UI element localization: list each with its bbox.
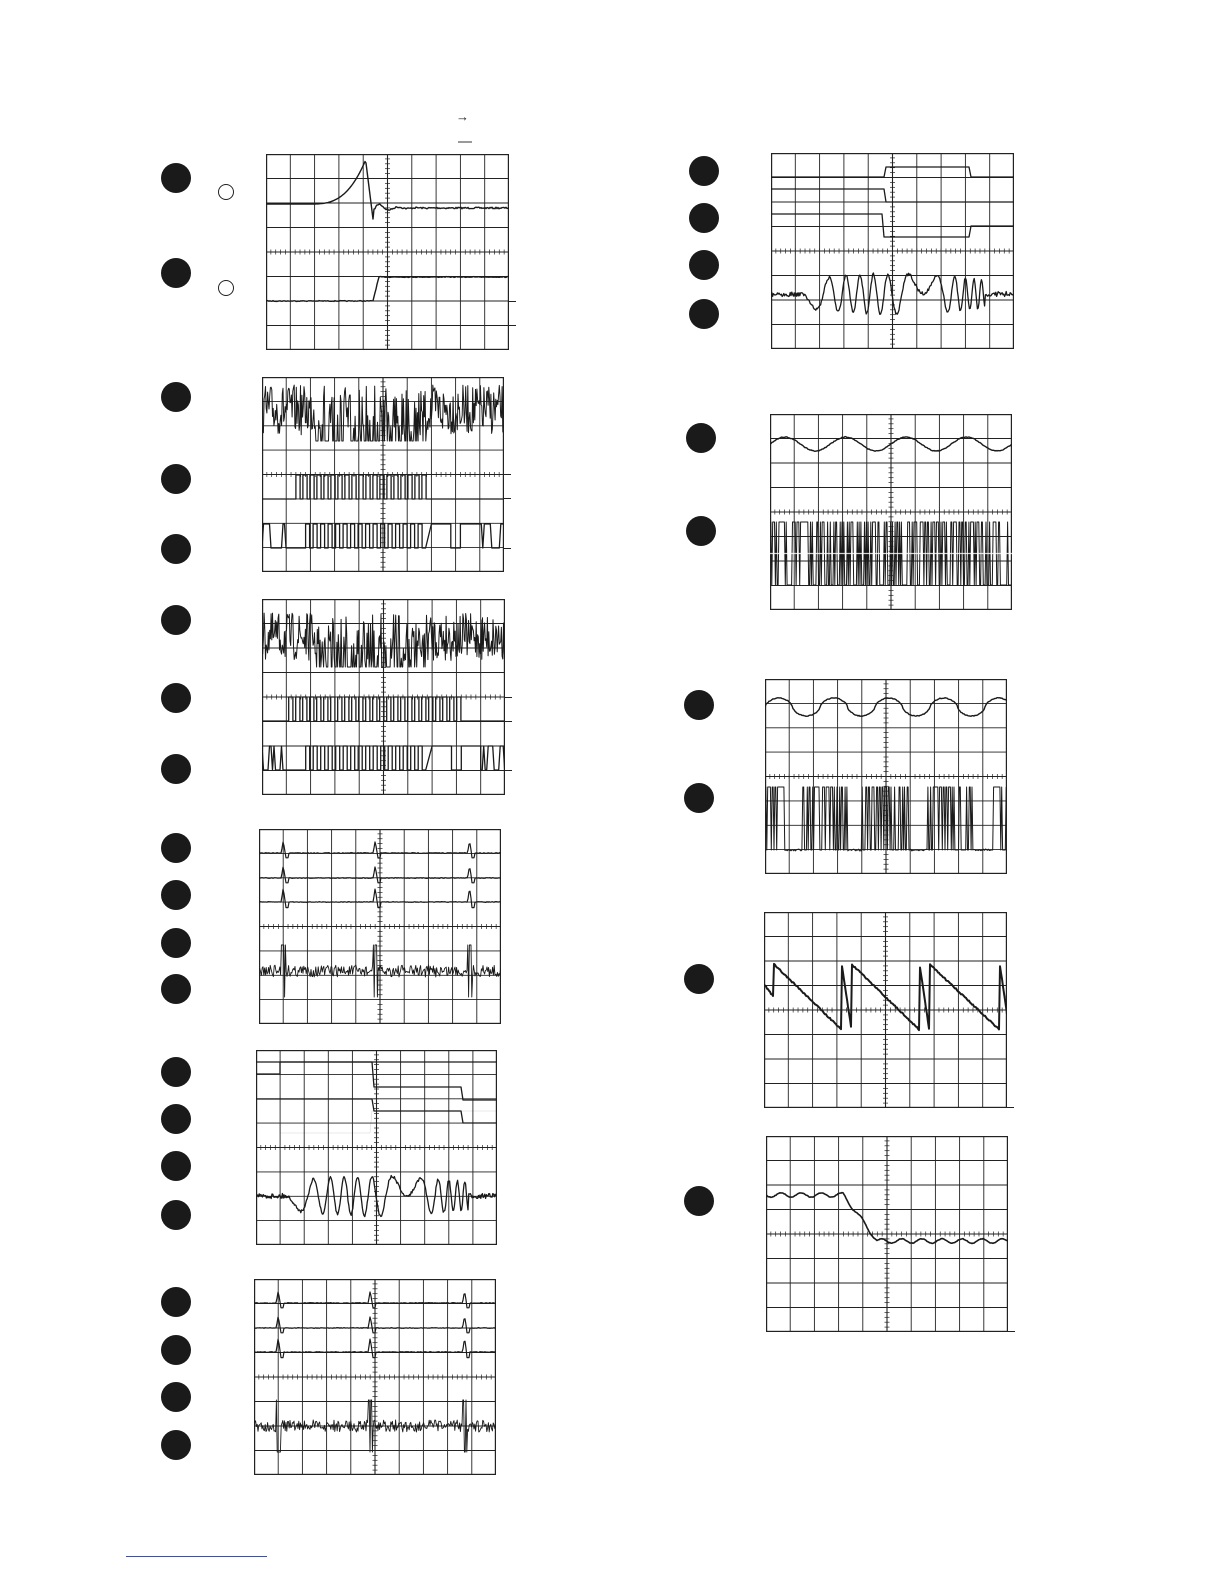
channel-marker (161, 1382, 191, 1412)
oscilloscope-screen (771, 153, 1014, 349)
ground-reference-tick (504, 770, 512, 771)
channel-marker (161, 163, 191, 193)
channel-marker (684, 690, 714, 720)
channel-marker (161, 1104, 191, 1134)
channel-marker (689, 156, 719, 186)
channel-marker (161, 605, 191, 635)
channel-marker (161, 258, 191, 288)
channel-marker (161, 464, 191, 494)
ground-reference-tick (503, 474, 511, 475)
channel-marker (689, 203, 719, 233)
legend-arrow-icon: → (456, 109, 469, 124)
oscilloscope-screen (765, 679, 1007, 874)
channel-marker (684, 964, 714, 994)
oscilloscope-screen (266, 154, 509, 350)
channel-marker (684, 1186, 714, 1216)
channel-marker (161, 754, 191, 784)
channel-ring (218, 280, 234, 296)
channel-marker (161, 928, 191, 958)
ground-reference-tick (1007, 1331, 1015, 1332)
channel-marker (161, 1057, 191, 1087)
oscilloscope-screen (259, 829, 501, 1024)
channel-marker (161, 1200, 191, 1230)
channel-marker (161, 1151, 191, 1181)
ground-reference-tick (508, 301, 516, 302)
channel-marker (686, 516, 716, 546)
channel-marker (161, 833, 191, 863)
channel-marker (161, 534, 191, 564)
ground-reference-tick (1006, 1107, 1014, 1108)
channel-marker (684, 783, 714, 813)
ground-reference-tick (503, 548, 511, 549)
channel-marker (161, 1335, 191, 1365)
channel-marker (686, 423, 716, 453)
ground-reference-tick (508, 325, 516, 326)
legend-bar (458, 141, 472, 143)
oscilloscope-screen (256, 1050, 497, 1245)
oscilloscope-screen (764, 912, 1007, 1108)
oscilloscope-screen (766, 1136, 1008, 1332)
oscilloscope-screen (254, 1279, 496, 1475)
channel-marker (161, 1287, 191, 1317)
channel-marker (689, 250, 719, 280)
channel-marker (161, 974, 191, 1004)
channel-marker (161, 683, 191, 713)
channel-ring (218, 184, 234, 200)
ground-reference-tick (504, 721, 512, 722)
channel-marker (689, 299, 719, 329)
channel-marker (161, 880, 191, 910)
channel-marker (161, 382, 191, 412)
oscilloscope-screen (262, 599, 505, 795)
channel-marker (161, 1430, 191, 1460)
oscilloscope-screen (262, 377, 504, 572)
ground-reference-tick (504, 697, 512, 698)
oscilloscope-screen (770, 414, 1012, 610)
footer-rule (126, 1556, 267, 1557)
ground-reference-tick (503, 498, 511, 499)
